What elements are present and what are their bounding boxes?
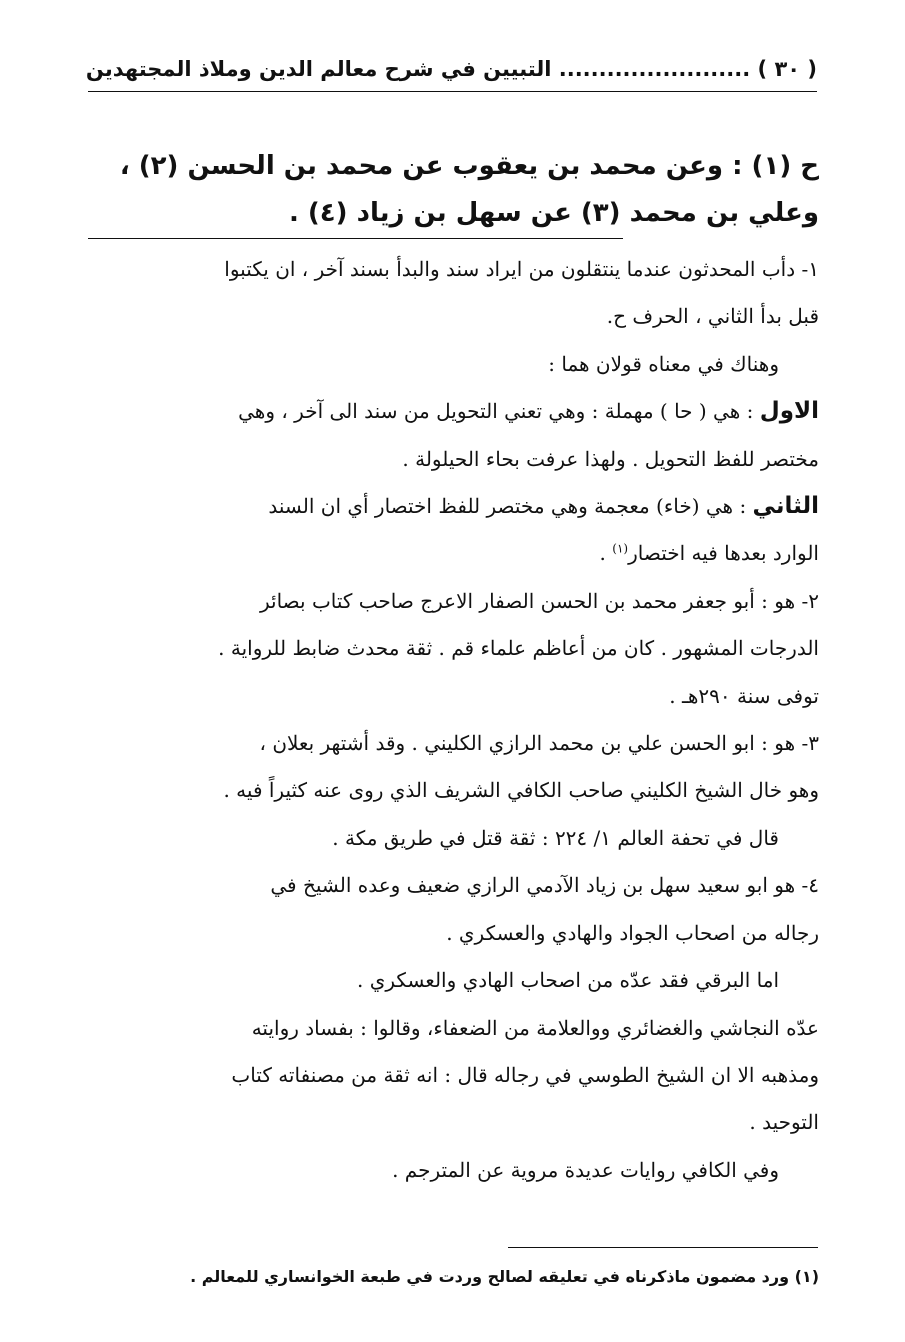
header-rule bbox=[88, 91, 817, 92]
first-opinion-line-2: مختصر للفظ التحويل . ولهذا عرفت بحاء الحيلولة . bbox=[402, 446, 819, 471]
book-title: التبيين في شرح معالم الدين وملاذ المجتهدين bbox=[85, 57, 552, 81]
note-4-line-6: التوحيد . bbox=[749, 1110, 819, 1135]
note-4-line-4: عدّه النجاشي والغضائري ووالعلامة من الضعفاء، وقالوا : بفساد روايته bbox=[251, 1015, 819, 1040]
note-2-line-1: ٢- هو : أبو جعفر محمد بن الحسن الصفار الاعرج صاحب كتاب بصائر bbox=[259, 588, 819, 613]
second-opinion-lead: الثاني bbox=[752, 493, 819, 520]
note-3-line-3: قال في تحفة العالم ١/ ٢٢٤ : ثقة قتل في طريق مكة . bbox=[332, 825, 779, 850]
first-opinion-line-1 bbox=[82, 388, 819, 435]
second-opinion-line-2 bbox=[82, 530, 819, 577]
second-opinion-line-2-end: . bbox=[599, 541, 613, 566]
hadith-line-2: وعلي بن محمد (٣) عن سهل بن زياد (٤) . bbox=[288, 198, 819, 228]
hadith-text bbox=[82, 143, 819, 237]
note-4-line-5: ومذهبه الا ان الشيخ الطوسي في رجاله قال : انه ثقة من مصنفاته كتاب bbox=[231, 1062, 819, 1087]
note-4-line-3: اما البرقي فقد عدّه من اصحاب الهادي والعسكري . bbox=[357, 968, 779, 993]
note-4-line-7: وفي الكافي روايات عديدة مروية عن المترجم . bbox=[392, 1157, 779, 1182]
note-1-line-3: وهناك في معناه قولان هما : bbox=[548, 351, 779, 376]
first-opinion-lead: الاول bbox=[759, 398, 819, 425]
footnote: (١) ورد مضمون ماذكرناه في تعليقه لصالح وردت في طبعة الخوانساري للمعالم . bbox=[190, 1267, 819, 1286]
note-1-line-2: قبل بدأ الثاني ، الحرف ح. bbox=[606, 304, 819, 329]
note-1-line-1: ١- دأب المحدثون عندما ينتقلون من ايراد سند والبدأ بسند آخر ، ان يكتبوا bbox=[224, 257, 819, 281]
footnote-marker: (١) bbox=[612, 541, 629, 556]
footnote-rule bbox=[508, 1247, 818, 1248]
note-2-line-2: الدرجات المشهور . كان من أعاظم علماء قم . ثقة محدث ضابط للرواية . bbox=[218, 636, 819, 661]
header-dots: ........................ bbox=[558, 57, 751, 81]
first-opinion-text: : هي ( حا ) مهملة : وهي تعني التحويل من سند الى آخر ، وهي bbox=[238, 399, 760, 424]
second-opinion-line-1 bbox=[82, 483, 819, 530]
page-number: ( ٣٠ ) bbox=[757, 57, 817, 81]
commentary-notes bbox=[82, 246, 819, 1194]
note-3-line-2: وهو خال الشيخ الكليني صاحب الكافي الشريف الذي روى عنه كثيراً فيه . bbox=[223, 778, 819, 803]
second-opinion-text: : هي (خاء) معجمة وهي مختصر للفظ اختصار أي ان السند bbox=[268, 494, 753, 519]
note-3-line-1: ٣- هو : ابو الحسن علي بن محمد الرازي الكليني . وقد أشتهر بعلان ، bbox=[259, 731, 819, 756]
note-2-line-3: توفى سنة ٢٩٠هـ . bbox=[669, 683, 819, 708]
note-4-line-1: ٤- هو ابو سعيد سهل بن زياد الآدمي الرازي ضعيف وعده الشيخ في bbox=[270, 873, 819, 898]
hadith-separator-rule bbox=[88, 238, 623, 239]
second-opinion-line-2-text: الوارد بعدها فيه اختصار bbox=[628, 541, 819, 566]
note-4-line-2: رجاله من اصحاب الجواد والهادي والعسكري . bbox=[446, 920, 819, 945]
hadith-line-1: ح (١) : وعن محمد بن يعقوب عن محمد بن الحسن (٢) ، bbox=[119, 151, 819, 181]
running-header bbox=[85, 52, 817, 86]
